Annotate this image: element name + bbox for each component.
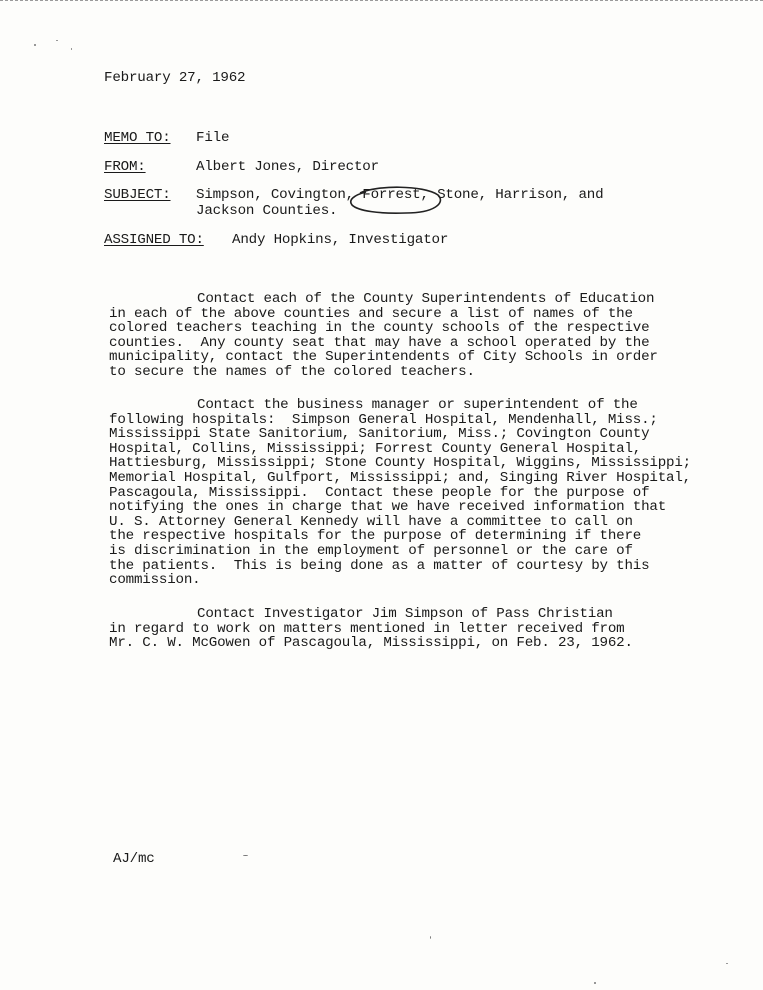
scan-speck xyxy=(56,40,58,41)
paragraph-line: Pascagoula, Mississippi. Contact these people for the purpose of xyxy=(109,484,650,501)
paragraph-line: Contact the business manager or superintendent of the xyxy=(197,397,638,413)
paragraph-line: Contact each of the County Superintendents of Education xyxy=(197,291,655,307)
paragraph-line: commission. xyxy=(109,572,201,589)
paragraph-line: colored teachers teaching in the county schools of the respective xyxy=(109,320,650,337)
paragraph-line: is discrimination in the employment of personnel or the care of xyxy=(109,542,633,559)
scan-speck xyxy=(71,48,72,50)
assigned-to-label: ASSIGNED TO: xyxy=(104,232,204,248)
paragraph-line: Memorial Hospital, Gulfport, Mississippi; and, Singing River Hospital, xyxy=(109,469,691,486)
paragraph-line: following hospitals: Simpson General Hospital, Mendenhall, Miss.; xyxy=(109,411,658,428)
paragraph-hospitals xyxy=(109,398,749,588)
paragraph-line: the respective hospitals for the purpose of determining if there xyxy=(109,528,642,545)
paragraph-line: in regard to work on matters mentioned in letter received from xyxy=(109,620,625,637)
paragraph-teachers xyxy=(109,292,749,380)
scan-speck xyxy=(243,855,248,856)
scan-speck xyxy=(34,44,36,46)
paragraph-line: Hospital, Collins, Mississippi; Forrest County General Hospital, xyxy=(109,440,642,457)
paragraph-line: notifying the ones in charge that we have received information that xyxy=(109,499,667,516)
scan-speck xyxy=(594,982,596,984)
from-value: Albert Jones, Director xyxy=(196,159,379,175)
subject-label: SUBJECT: xyxy=(104,187,171,203)
scan-speck xyxy=(430,936,431,939)
paragraph-investigator xyxy=(109,607,749,651)
paragraph-line: to secure the names of the colored teachers. xyxy=(109,363,475,380)
subject-line-1: Simpson, Covington, Forrest, Stone, Harrison, and xyxy=(196,187,604,203)
memo-to-value: File xyxy=(196,130,230,146)
memo-date: February 27, 1962 xyxy=(104,70,246,86)
paragraph-line: Mr. C. W. McGowen of Pascagoula, Mississippi, on Feb. 23, 1962. xyxy=(109,635,633,652)
paragraph-line: in each of the above counties and secure a list of names of the xyxy=(109,305,633,322)
typist-initials: AJ/mc xyxy=(113,851,155,867)
paragraph-line: the patients. This is being done as a matter of courtesy by this xyxy=(109,557,650,574)
assigned-to-value: Andy Hopkins, Investigator xyxy=(232,232,449,248)
paragraph-line: counties. Any county seat that may have a school operated by the xyxy=(109,334,650,351)
paragraph-line: Mississippi State Sanitorium, Sanitorium, Miss.; Covington County xyxy=(109,426,650,443)
memo-to-label: MEMO TO: xyxy=(104,130,171,146)
from-label: FROM: xyxy=(104,159,146,175)
scan-edge xyxy=(0,0,763,4)
handwritten-circle-mark xyxy=(346,185,446,217)
paragraph-line: Contact Investigator Jim Simpson of Pass Christian xyxy=(197,606,613,622)
paragraph-line: municipality, contact the Superintendents of City Schools in order xyxy=(109,349,658,366)
paragraph-line: Hattiesburg, Mississippi; Stone County Hospital, Wiggins, Mississippi; xyxy=(109,455,691,472)
paragraph-line: U. S. Attorney General Kennedy will have a committee to call on xyxy=(109,513,633,530)
subject-line-2: Jackson Counties. xyxy=(196,203,338,219)
scan-speck xyxy=(726,963,728,964)
